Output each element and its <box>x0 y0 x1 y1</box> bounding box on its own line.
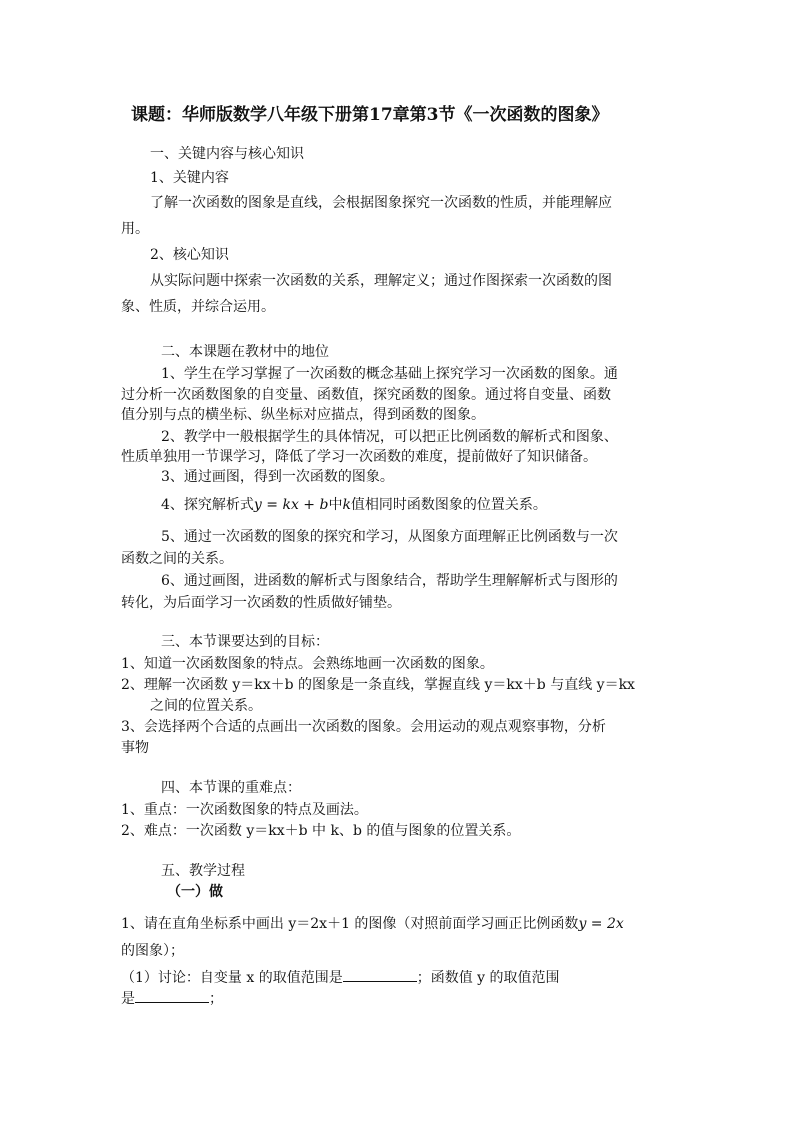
section5-question2-line1 <box>121 967 560 988</box>
formula-k: k <box>342 497 351 513</box>
section1-paragraph2-line2: 象、性质，并综合运用。 <box>121 299 275 315</box>
question1-text: 1、请在直角坐标系中画出 y＝2x＋1 的图像（对照前面学习画正比例函数 <box>121 916 579 932</box>
section2-item4-prefix: 4、探究解析式 <box>161 497 254 513</box>
section1-paragraph1-line1: 了解一次函数的图象是直线，会根据图象探究一次函数的性质，并能理解应 <box>150 195 612 211</box>
section3-goal3-line2: 事物 <box>121 740 149 756</box>
section3-goal2-line1: 2、理解一次函数 y＝kx＋b 的图象是一条直线，掌握直线 y＝kx＋b 与直线 y＝kx <box>121 677 635 693</box>
section2-heading: 二、本课题在教材中的地位 <box>161 344 329 360</box>
section2-item2-line1: 2、教学中一般根据学生的具体情况，可以把正比例函数的解析式和图象、 <box>161 429 618 445</box>
page-title: 课题：华师版数学八年级下册第17章第3节《一次函数的图象》 <box>131 105 609 125</box>
section2-item4 <box>161 495 547 515</box>
section2-item3: 3、通过画图，得到一次函数的图象。 <box>161 469 394 485</box>
section2-item1-line2: 过分析一次函数图象的自变量、函数值，探究函数的图象。通过将自变量、函数 <box>121 387 611 403</box>
section3-heading: 三、本节课要达到的目标： <box>161 634 329 650</box>
section2-item6-line1: 6、通过画图，进函数的解析式与图象结合，帮助学生理解解析式与图形的 <box>161 573 618 589</box>
answer-blank-x-range[interactable] <box>343 967 417 982</box>
section4-difficult-point: 2、难点：一次函数 y＝kx＋b 中 k、b 的值与图象的位置关系。 <box>121 823 521 839</box>
section2-item5-line2: 函数之间的关系。 <box>121 551 233 567</box>
section5-subheading: （一）做 <box>167 884 223 900</box>
question2-mid-text: ；函数值 y 的取值范围 <box>416 970 560 986</box>
section4-heading: 四、本节课的重难点： <box>161 780 301 796</box>
section2-item1-line1: 1、学生在学习掌握了一次函数的概念基础上探究学习一次函数的图象。通 <box>161 366 618 382</box>
answer-blank-y-range[interactable] <box>135 988 209 1003</box>
section2-item2-line2: 性质单独用一节课学习，降低了学习一次函数的难度，提前做好了知识储备。 <box>121 449 597 465</box>
section1-paragraph2-line1: 从实际问题中探索一次函数的关系，理解定义；通过作图探索一次函数的图 <box>150 273 612 289</box>
section2-item6-line2: 转化，为后面学习一次函数的性质做好铺垫。 <box>121 595 401 611</box>
section3-goal3-line1: 3、会选择两个合适的点画出一次函数的图象。会用运动的观点观察事物，分析 <box>121 719 606 735</box>
question2-line2-suffix: ； <box>209 991 223 1007</box>
section5-heading: 五、教学过程 <box>161 863 245 879</box>
section2-item1-line3: 值分别与点的横坐标、纵坐标对应描点，得到函数的图象。 <box>121 407 485 423</box>
section3-goal1: 1、知道一次函数图象的特点。会熟练地画一次函数的图象。 <box>121 656 494 672</box>
section3-goal2-line2: 之间的位置关系。 <box>150 698 262 714</box>
section2-item4-suffix: 值相同时函数图象的位置关系。 <box>350 497 547 513</box>
section5-question1-line1 <box>121 914 624 934</box>
section1-sub1: 1、关键内容 <box>150 170 229 186</box>
section2-item5-line1: 5、通过一次函数的图象的探究和学习，从图象方面理解正比例函数与一次 <box>161 529 618 545</box>
section5-question1-line2: 的图象）； <box>121 943 184 959</box>
section4-key-point: 1、重点：一次函数图象的特点及画法。 <box>121 802 368 818</box>
question2-text: （1）讨论：自变量 x 的取值范围是 <box>121 970 343 986</box>
section1-paragraph1-line2: 用。 <box>121 221 149 237</box>
section1-sub2: 2、核心知识 <box>150 247 229 263</box>
question2-line2-prefix: 是 <box>121 991 135 1007</box>
section1-heading: 一、关键内容与核心知识 <box>150 146 304 162</box>
formula-y-2x: y = 2x <box>578 916 624 932</box>
formula-y-kx-b: y = kx + b <box>253 497 329 513</box>
section2-item4-mid: 中 <box>328 497 343 513</box>
section5-question2-line2 <box>121 988 223 1009</box>
